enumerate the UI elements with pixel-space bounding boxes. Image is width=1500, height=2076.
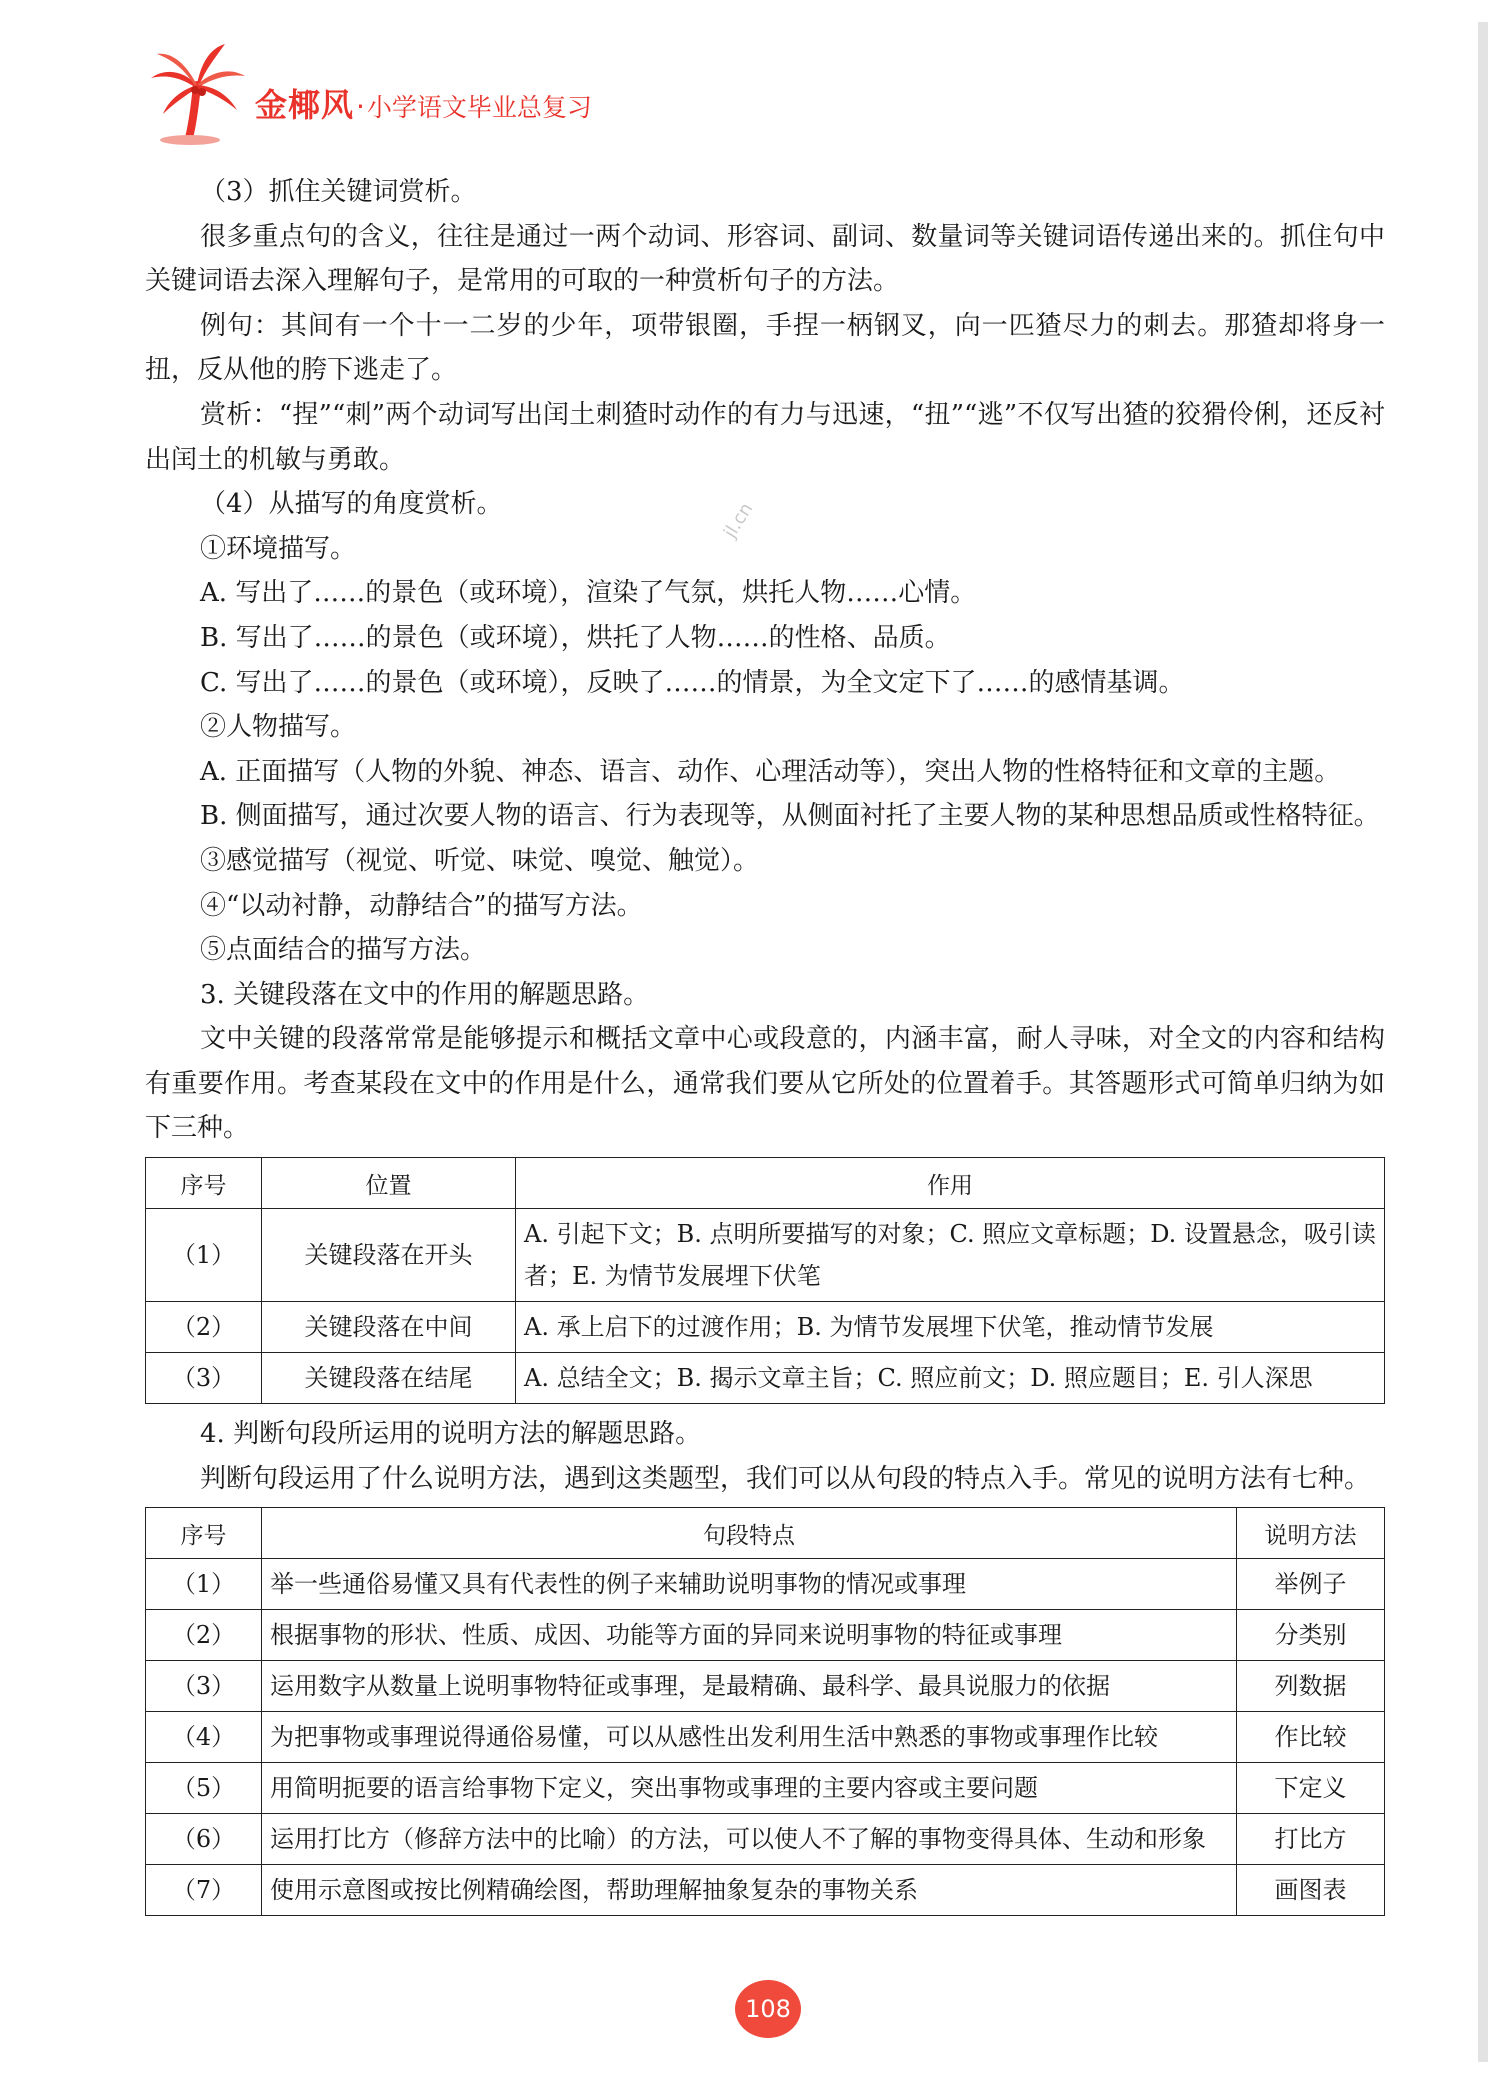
header-brand [255, 80, 592, 126]
table-cell: （4） [146, 1712, 262, 1763]
section-heading-3: 3. 关键段落在文中的作用的解题思路。 [200, 979, 650, 1010]
list-item: ③感觉描写（视觉、听觉、味觉、嗅觉、触觉）。 [200, 845, 760, 876]
table-cell: A. 总结全文；B. 揭示文章主旨；C. 照应前文；D. 照应题目；E. 引人深思 [516, 1353, 1385, 1404]
table-cell: 举例子 [1237, 1559, 1385, 1610]
example-sentence: 例句：其间有一个十一二岁的少年，项带银圈，手捏一柄钢叉，向一匹猹尽力的刺去。那猹却将身一扭，反从他的胯下逃走了。 [145, 310, 1385, 386]
list-item: A. 写出了……的景色（或环境），渲染了气氛，烘托人物……心情。 [200, 578, 977, 609]
paragraph: 很多重点句的含义，往往是通过一两个动词、形容词、副词、数量词等关键词语传递出来的。抓住句中关键词语去深入理解句子，是常用的可取的一种赏析句子的方法。 [145, 221, 1385, 297]
watermark: jl.cn [719, 499, 758, 542]
list-item: A. 正面描写（人物的外貌、神态、语言、动作、心理活动等），突出人物的性格特征和文章的主题。 [200, 756, 1341, 787]
table-cell: A. 承上启下的过渡作用；B. 为情节发展埋下伏笔，推动情节发展 [516, 1302, 1385, 1353]
key-paragraph-table [145, 1157, 1385, 1404]
table-row [146, 1610, 1385, 1661]
example-analysis: 赏析：“捏”“刺”两个动词写出闰土刺猹时动作的有力与迅速，“扭”“逃”不仅写出猹的狡猾伶俐，还反衬出闰土的机敏与勇敢。 [145, 399, 1385, 475]
table-cell: （3） [146, 1661, 262, 1712]
table-header-cell: 位置 [262, 1158, 516, 1209]
table-cell: 关键段落在结尾 [262, 1353, 516, 1404]
table-row [146, 1559, 1385, 1610]
page-edge-bar [1478, 22, 1488, 2062]
table-cell: （7） [146, 1865, 262, 1916]
section-heading-4: 4. 判断句段所运用的说明方法的解题思路。 [200, 1419, 702, 1450]
table-cell: 关键段落在中间 [262, 1302, 516, 1353]
table-cell: 下定义 [1237, 1763, 1385, 1814]
book-subtitle: 小学语文毕业总复习 [366, 93, 592, 122]
heading-description-analysis: （4）从描写的角度赏析。 [200, 489, 503, 520]
table-cell: （2） [146, 1610, 262, 1661]
table-row [146, 1814, 1385, 1865]
list-item: ①环境描写。 [200, 533, 357, 564]
table-cell: 作比较 [1237, 1712, 1385, 1763]
list-item: B. 写出了……的景色（或环境），烘托了人物……的性格、品质。 [200, 622, 951, 653]
table-row [146, 1209, 1385, 1302]
table-cell: 打比方 [1237, 1814, 1385, 1865]
table-header-row [146, 1508, 1385, 1559]
paragraph: 判断句段运用了什么说明方法，遇到这类题型，我们可以从句段的特点入手。常见的说明方法有七种。 [200, 1463, 1371, 1494]
paragraph: 文中关键的段落常常是能够提示和概括文章中心或段意的，内涵丰富，耐人寻味，对全文的内容和结构有重要作用。考查某段在文中的作用是什么，通常我们要从它所处的位置着手。其答题形式可简单归纳为如下三种。 [145, 1024, 1385, 1144]
list-item: ②人物描写。 [200, 712, 357, 743]
table-cell: （1） [146, 1209, 262, 1302]
table-header-cell: 句段特点 [262, 1508, 1237, 1559]
list-item: ⑤点面结合的描写方法。 [200, 935, 487, 966]
table-cell: 为把事物或事理说得通俗易懂，可以从感性出发利用生活中熟悉的事物或事理作比较 [262, 1712, 1237, 1763]
table-row [146, 1712, 1385, 1763]
table-header-cell: 序号 [146, 1508, 262, 1559]
list-item: B. 侧面描写，通过次要人物的语言、行为表现等，从侧面衬托了主要人物的某种思想品质或性格特征。 [200, 801, 1380, 832]
table-header-cell: 作用 [516, 1158, 1385, 1209]
table-row [146, 1661, 1385, 1712]
table-cell: （5） [146, 1763, 262, 1814]
table-header-row [146, 1158, 1385, 1209]
table-row [146, 1763, 1385, 1814]
table-cell: 画图表 [1237, 1865, 1385, 1916]
brand-name: 金椰风 [255, 86, 355, 124]
page-number-badge: 108 [735, 1980, 801, 2038]
list-item: ④“以动衬静，动静结合”的描写方法。 [200, 890, 643, 921]
table-cell: 分类别 [1237, 1610, 1385, 1661]
table-cell: （1） [146, 1559, 262, 1610]
table-cell: 运用数字从数量上说明事物特征或事理，是最精确、最科学、最具说服力的依据 [262, 1661, 1237, 1712]
explanation-methods-table [145, 1507, 1385, 1916]
brand-separator: · [356, 90, 365, 123]
table-cell: （3） [146, 1353, 262, 1404]
table-row [146, 1353, 1385, 1404]
page-content [145, 170, 1385, 1924]
table-cell: 根据事物的形状、性质、成因、功能等方面的异同来说明事物的特征或事理 [262, 1610, 1237, 1661]
table-header-cell: 序号 [146, 1158, 262, 1209]
table-cell: 运用打比方（修辞方法中的比喻）的方法，可以使人不了解的事物变得具体、生动和形象 [262, 1814, 1237, 1865]
table-header-cell: 说明方法 [1237, 1508, 1385, 1559]
table-cell: 用简明扼要的语言给事物下定义，突出事物或事理的主要内容或主要问题 [262, 1763, 1237, 1814]
list-item: C. 写出了……的景色（或环境），反映了……的情景，为全文定下了……的感情基调。 [200, 667, 1185, 698]
heading-keyword-analysis: （3）抓住关键词赏析。 [200, 177, 477, 207]
table-cell: 列数据 [1237, 1661, 1385, 1712]
table-row [146, 1865, 1385, 1916]
table-cell: 举一些通俗易懂又具有代表性的例子来辅助说明事物的情况或事理 [262, 1559, 1237, 1610]
table-row [146, 1302, 1385, 1353]
palm-tree-icon [145, 40, 255, 145]
table-cell: 关键段落在开头 [262, 1209, 516, 1302]
table-cell: （6） [146, 1814, 262, 1865]
table-cell: 使用示意图或按比例精确绘图，帮助理解抽象复杂的事物关系 [262, 1865, 1237, 1916]
table-cell: （2） [146, 1302, 262, 1353]
table-cell: A. 引起下文；B. 点明所要描写的对象；C. 照应文章标题；D. 设置悬念，吸引读者；E. 为情节发展埋下伏笔 [516, 1209, 1385, 1302]
